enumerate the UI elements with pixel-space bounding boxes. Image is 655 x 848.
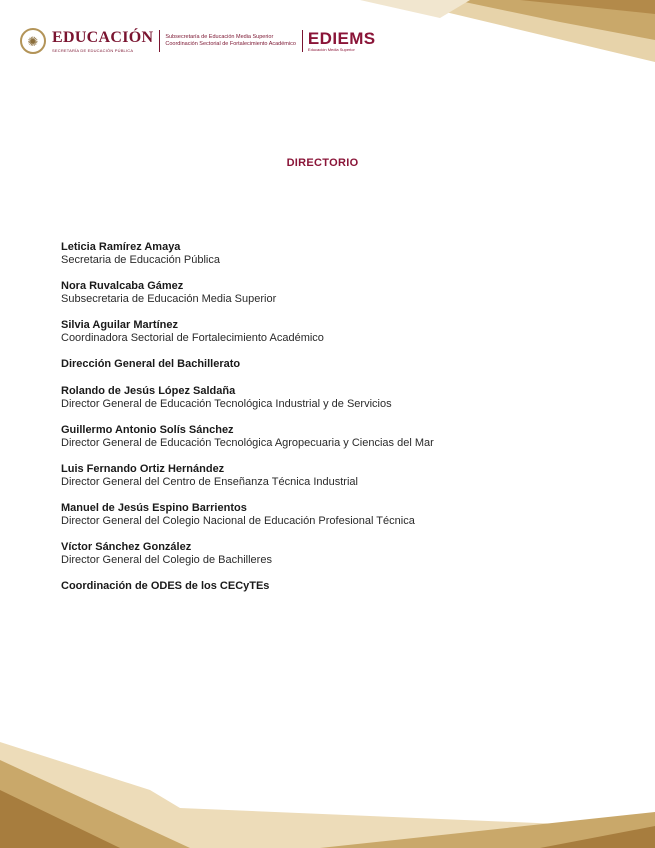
directory-entry (61, 385, 621, 411)
directory-entry (61, 580, 621, 593)
directory-entry (61, 541, 621, 567)
entry-name: Coordinación de ODES de los CECyTEs (61, 580, 270, 592)
sep-logo (52, 30, 153, 53)
directory-list (61, 241, 621, 607)
national-seal-icon: ✺ (20, 28, 46, 54)
ediems-logo-subtitle: Educación Media Superior (307, 47, 355, 52)
directory-entry (61, 280, 621, 306)
entry-name: Silvia Aguilar Martínez (61, 319, 178, 331)
entry-role: Director General del Centro de Enseñanza Técnica Industrial (61, 476, 358, 488)
entry-name: Rolando de Jesús López Saldaña (61, 385, 236, 397)
entry-name: Nora Ruvalcaba Gámez (61, 280, 184, 292)
entry-name: Víctor Sánchez González (61, 541, 192, 553)
directory-entry (61, 463, 621, 489)
entry-role: Director General de Educación Tecnológica Industrial y de Servicios (61, 398, 392, 410)
entry-name: Luis Fernando Ortiz Hernández (61, 463, 225, 475)
page-title: DIRECTORIO (286, 157, 359, 169)
entry-role: Director General del Colegio Nacional de Educación Profesional Técnica (61, 515, 415, 527)
directory-entry (61, 241, 621, 267)
subsecretaria-line-1: Subsecretaría de Educación Media Superior (165, 34, 274, 40)
entry-role: Subsecretaria de Educación Media Superior (61, 293, 277, 305)
entry-name: Manuel de Jesús Espino Barrientos (61, 502, 247, 514)
directory-entry (61, 424, 621, 450)
subsecretaria-line-2: Coordinación Sectorial de Fortalecimiento Académico (165, 41, 296, 47)
header-divider (159, 30, 160, 52)
entry-role: Director General del Colegio de Bachilleres (61, 554, 272, 566)
institution-header (20, 26, 376, 56)
entry-role: Secretaria de Educación Pública (61, 254, 220, 266)
subsecretaria-label (165, 34, 296, 48)
sep-logo-subtitle: SECRETARÍA DE EDUCACIÓN PÚBLICA (52, 47, 134, 53)
directory-entry (61, 358, 621, 371)
entry-role: Director General de Educación Tecnológica Agropecuaria y Ciencias del Mar (61, 437, 434, 449)
directory-entry (61, 319, 621, 345)
header-divider-2 (302, 30, 303, 52)
entry-role: Coordinadora Sectorial de Fortalecimiento Académico (61, 332, 324, 344)
ediems-logo-title: EDIEMS (307, 29, 376, 48)
entry-name: Dirección General del Bachillerato (61, 358, 241, 370)
entry-name: Leticia Ramírez Amaya (61, 241, 181, 253)
ediems-logo (308, 30, 376, 52)
directory-entry (61, 502, 621, 528)
sep-logo-title: EDUCACIÓN (52, 28, 154, 46)
entry-name: Guillermo Antonio Solís Sánchez (61, 424, 234, 436)
top-light-wedge (360, 0, 470, 18)
